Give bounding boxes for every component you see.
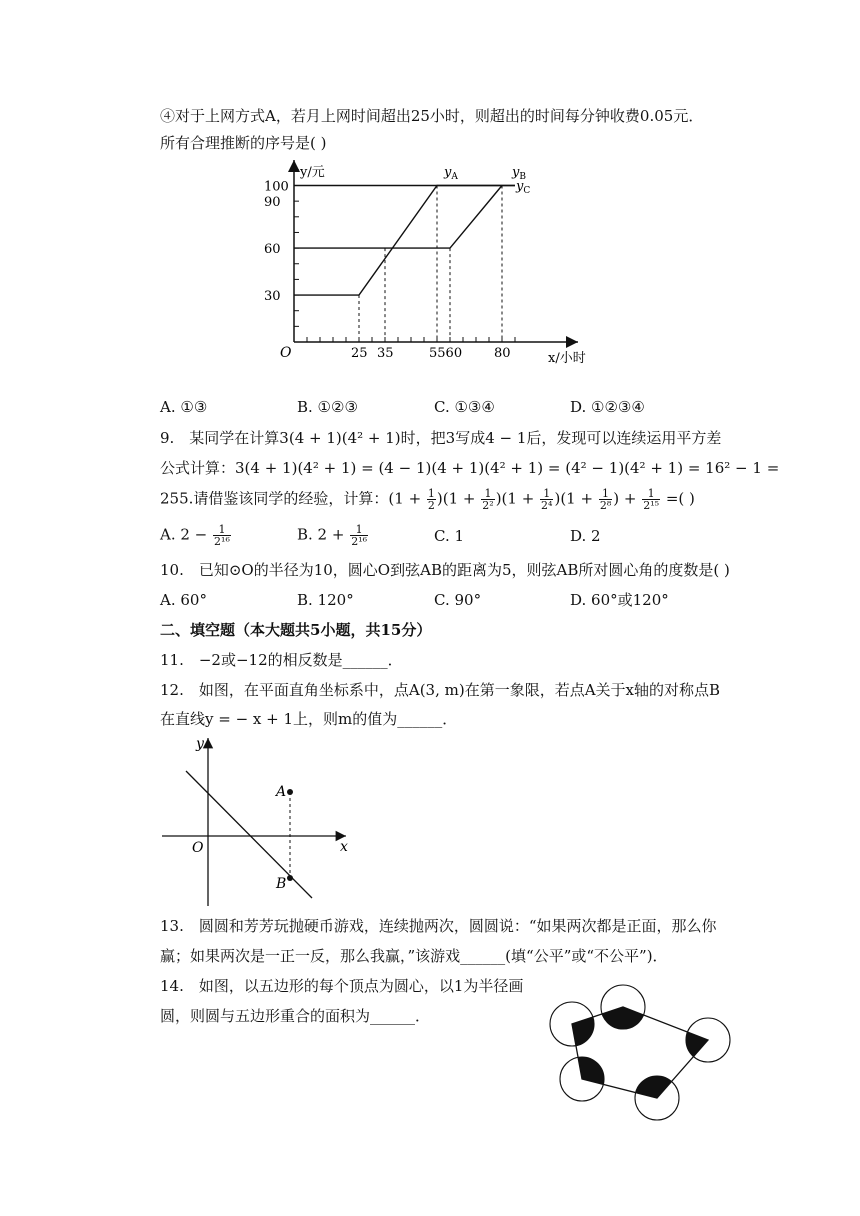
q8-item4: ④对于上网方式A，若月上网时间超出25小时，则超出的时间每分钟收费0.05元．	[160, 107, 704, 125]
y-tick-label: 90	[264, 195, 281, 211]
section-2-heading: 二、填空题（本大题共5小题，共15分）	[160, 621, 432, 639]
q14-line1: 14. 如图，以五边形的每个顶点为圆心，以1为半径画	[160, 977, 524, 995]
y-tick-label: 60	[264, 242, 281, 258]
q14-line2: 圆，则圆与五边形重合的面积为______．	[160, 1007, 431, 1025]
series-label-yC: $y_C$	[516, 179, 531, 196]
q10-option-d[interactable]: D. 60°或120°	[570, 591, 669, 609]
q12-line2: 在直线y = − x + 1上，则m的值为______．	[160, 710, 458, 728]
y-tick-label: 30	[264, 289, 281, 305]
q8-option-c[interactable]: C. ①③④	[434, 398, 495, 416]
q12-point-b	[287, 875, 293, 881]
y-tick-label: 100	[264, 179, 289, 195]
q9-line3: 255.请借鉴该同学的经验，计算：(1 + $\frac{1}{2}$ )(1 + $\frac{1}{\text{2²}}$ )(1 + $\frac{1}{\text{2⁴}}$ )(1 + $\frac{1}{\text{2⁸}}$ ) + $\frac{1}{\text{2¹⁵}}$ =( )	[160, 487, 695, 512]
frac-1-2p8: $\frac{1}{\text{2⁸}}$	[599, 487, 612, 512]
origin-label: O	[280, 345, 292, 361]
q9-line3-prefix: 255.请借鉴该同学的经验，计算：	[160, 489, 389, 508]
q9-line3-suffix: =( )	[665, 489, 695, 508]
q12-label-b: B	[276, 876, 287, 892]
x-tick-label: 35	[377, 346, 394, 361]
q10-line: 10. 已知⊙O的半径为10，圆心O到弦AB的距离为5，则弦AB所对圆心角的度数是( )	[160, 561, 730, 579]
x-tick-label: 5560	[429, 346, 463, 361]
q8-question: 所有合理推断的序号是( )	[160, 134, 327, 152]
q9-option-b[interactable]: B. 2 + $\frac{1}{\text{2¹⁶}}$	[297, 523, 368, 548]
series-yA	[294, 186, 515, 296]
q8-option-d[interactable]: D. ①②③④	[570, 398, 645, 416]
q12-figure	[158, 734, 358, 910]
series-yB	[294, 186, 502, 249]
q12-line1: 12. 如图，在平面直角坐标系中，点A(3, m)在第一象限，若点A关于x轴的对称点B	[160, 681, 721, 699]
q8-chart	[262, 160, 602, 370]
q9-option-a[interactable]: A. 2 − $\frac{1}{\text{2¹⁶}}$	[160, 523, 230, 548]
q9-line1: 9. 某同学在计算3(4 + 1)(4² + 1)时，把3写成4 − 1后，发现可以连续运用平方差	[160, 429, 722, 447]
x-tick-label: 25	[351, 346, 368, 361]
q12-point-a	[287, 789, 293, 795]
q8-option-b[interactable]: B. ①②③	[297, 398, 358, 416]
q12-label-y: y	[196, 736, 204, 752]
x-tick-label: 80	[494, 346, 511, 361]
frac-1-2p15: $\frac{1}{\text{2¹⁵}}$	[643, 487, 660, 512]
q10-option-b[interactable]: B. 120°	[297, 591, 354, 609]
q11-line: 11. −2或−12的相反数是______．	[160, 651, 403, 669]
q13-line2: 赢；如果两次是一正一反，那么我赢，”该游戏______(填“公平”或“不公平”)．	[160, 947, 668, 965]
frac-1-2: $\frac{1}{2}$	[427, 487, 435, 512]
q12-label-x: x	[340, 839, 348, 855]
q9-option-c[interactable]: C. 1	[434, 527, 465, 545]
frac-1-2p4: $\frac{1}{\text{2⁴}}$	[541, 487, 553, 512]
q12-label-a: A	[276, 784, 287, 800]
q9-line2: 公式计算：3(4 + 1)(4² + 1) = (4 − 1)(4 + 1)(4² + 1) = (4² − 1)(4² + 1) = 16² − 1 =	[160, 459, 780, 477]
x-axis-label: x/小时	[548, 351, 586, 366]
q10-option-a[interactable]: A. 60°	[160, 591, 207, 609]
q10-option-c[interactable]: C. 90°	[434, 591, 482, 609]
q12-label-o: O	[192, 840, 204, 856]
frac-1-2sq: $\frac{1}{\text{2²}}$	[482, 487, 494, 512]
series-label-yA: $y_A$	[444, 165, 458, 182]
y-axis-label: y/元	[300, 165, 325, 180]
q8-option-a[interactable]: A. ①③	[160, 398, 208, 416]
q12-line-graph	[186, 771, 312, 898]
q9-option-d[interactable]: D. 2	[570, 527, 601, 545]
q14-figure	[545, 975, 735, 1123]
series-label-yB: $y_B$	[512, 165, 526, 182]
q13-line1: 13. 圆圆和芳芳玩抛硬币游戏，连续抛两次，圆圆说：“如果两次都是正面，那么你	[160, 917, 717, 935]
